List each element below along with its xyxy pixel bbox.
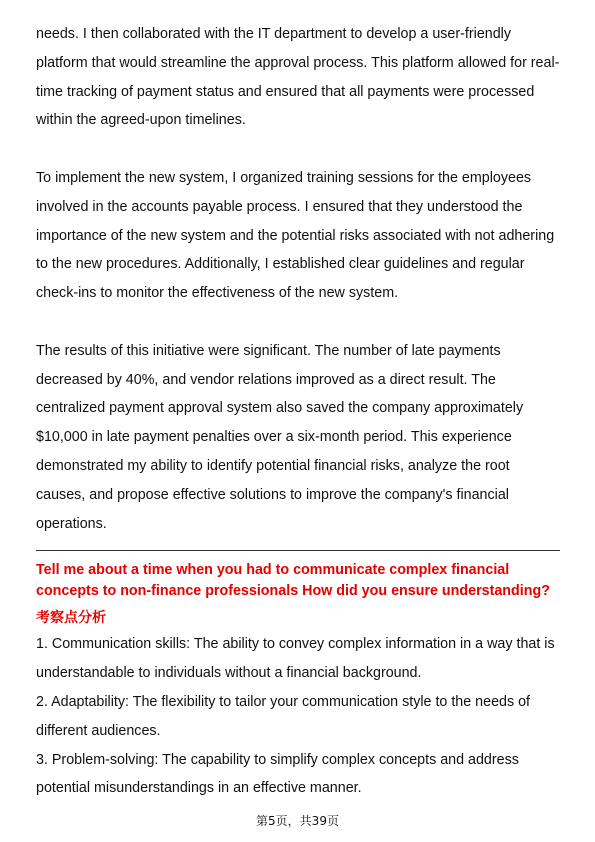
analysis-points <box>36 630 560 803</box>
body-paragraph: needs. I then collaborated with the IT department to develop a user-friendly platform that would streamline the approval process. This platform allowed for real-time tracking of payment status and ensured that all payments were processed within the agreed-upon timelines. <box>36 26 560 129</box>
interview-question: Tell me about a time when you had to communicate complex financial concepts to non-finance professionals How did you ensure understanding? <box>36 562 550 600</box>
analysis-point: 1. Communication skills: The ability to convey complex information in a way that is understandable to individuals without a financial background. <box>36 636 555 682</box>
page-number: 第5页，共39页 <box>256 814 339 828</box>
section-divider <box>36 550 560 551</box>
analysis-point: 3. Problem-solving: The capability to simplify complex concepts and address potential misunderstandings in an effective manner. <box>36 751 519 797</box>
body-paragraph: The results of this initiative were significant. The number of late payments decreased by 40%, and vendor relations improved as a direct result. The centralized payment approval system also saved the company approximately $10,000 in late payment penalties over a six-month period. This experience demonstrated my ability to identify potential financial risks, analyze the root causes, and propose effective solutions to improve the company's financial operations. <box>36 342 524 532</box>
analysis-heading: 考察点分析 <box>36 610 106 627</box>
body-paragraph: To implement the new system, I organized training sessions for the employees involved in the accounts payable process. I ensured that they understood the importance of the new system and the potential risks associated with not adhering to the new procedures. Additionally, I established clear guidelines and regular check-ins to monitor the effectiveness of the new system. <box>36 169 555 302</box>
page-content <box>36 20 560 803</box>
analysis-point: 2. Adaptability: The flexibility to tailor your communication style to the needs of different audiences. <box>36 693 531 739</box>
